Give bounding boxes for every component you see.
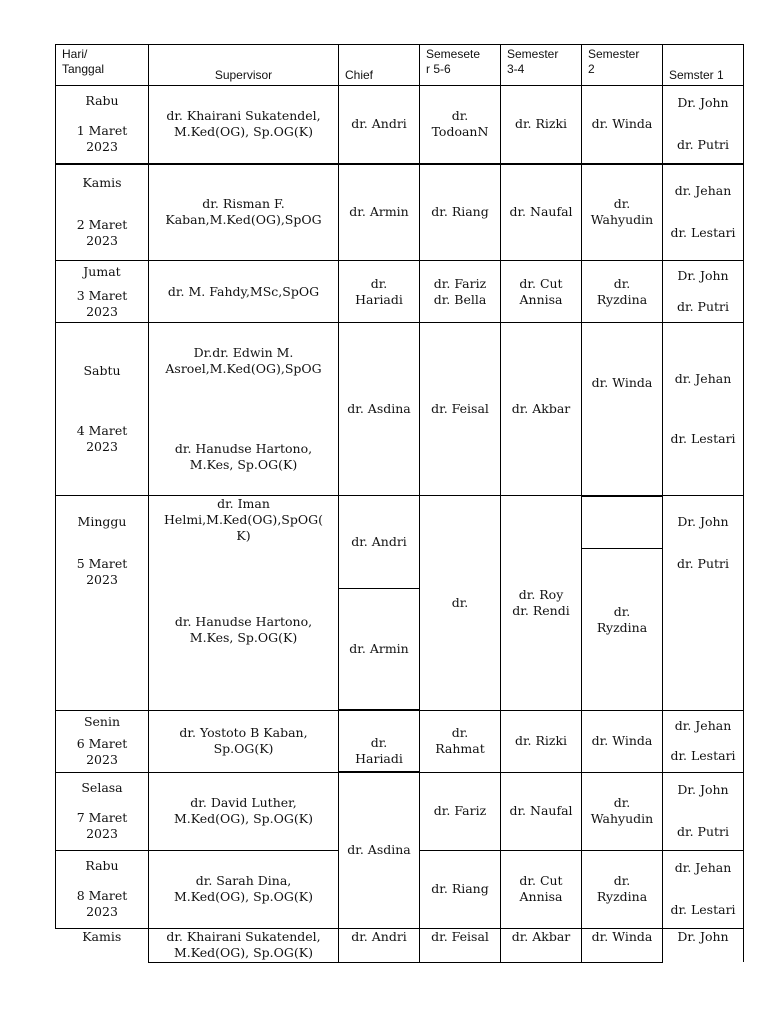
- semester-1-cell: Dr. John dr. Putri: [663, 261, 744, 323]
- chief-sub-cell: dr. Armin: [349, 641, 409, 656]
- chief-cell: dr. Andri: [339, 928, 420, 962]
- table-row: [56, 86, 744, 164]
- semester-5-6-cell: dr. Riang: [420, 164, 501, 261]
- semester-2-cell: dr. Winda: [582, 710, 663, 772]
- header-semester-3-4: Semester 3-4: [501, 45, 582, 86]
- supervisor-cell: dr. Risman F. Kaban,M.Ked(OG),SpOG: [149, 164, 339, 261]
- supervisor-cell: dr. Yostoto B Kaban, Sp.OG(K): [149, 710, 339, 772]
- semester-3-4-cell: dr. Naufal: [501, 164, 582, 261]
- semester-2-cell: dr. Wahyudin: [582, 772, 663, 850]
- supervisor-cell: dr. Sarah Dina, M.Ked(OG), Sp.OG(K): [149, 850, 339, 928]
- supervisor-cell: dr. Iman Helmi,M.Ked(OG),SpOG( K) dr. Hanudse Hartono, M.Kes, Sp.OG(K): [149, 496, 339, 711]
- semester-3-4-cell: dr. Roy dr. Rendi: [501, 496, 582, 711]
- semester-2-empty-sub-cell: [582, 497, 662, 549]
- table-row: [56, 164, 744, 261]
- chief-cell: dr. Armin: [339, 164, 420, 261]
- supervisor-cell: dr. M. Fahdy,MSc,SpOG: [149, 261, 339, 323]
- semester-5-6-cell: dr.: [420, 496, 501, 711]
- chief-cell: dr. Hariadi: [339, 710, 420, 772]
- header-chief: Chief: [339, 45, 420, 86]
- duty-schedule-table: [55, 44, 744, 963]
- semester-1-cell: Dr. John dr. Putri: [663, 496, 744, 711]
- table-row: [56, 772, 744, 850]
- semester-2-cell: [582, 496, 663, 711]
- header-semester-5-6: Semesete r 5-6: [420, 45, 501, 86]
- semester-3-4-cell: dr. Cut Annisa: [501, 850, 582, 928]
- table-row: [56, 323, 744, 496]
- chief-cell: dr. Asdina: [339, 323, 420, 496]
- day-date-cell: Minggu 5 Maret 2023: [56, 496, 149, 711]
- header-supervisor: Supervisor: [149, 45, 339, 86]
- semester-5-6-cell: dr. Riang: [420, 850, 501, 928]
- semester-5-6-cell: dr. Fariz dr. Bella: [420, 261, 501, 323]
- supervisor-cell: dr. Khairani Sukatendel, M.Ked(OG), Sp.OG(K): [149, 86, 339, 164]
- chief-cell: dr. Hariadi: [339, 261, 420, 323]
- semester-1-cell: dr. Jehan dr. Lestari: [663, 164, 744, 261]
- header-semester-2: Semester 2: [582, 45, 663, 86]
- chief-cell: [339, 496, 420, 711]
- semester-2-cell: dr. Wahyudin: [582, 164, 663, 261]
- semester-2-cell: dr. Winda: [582, 323, 663, 496]
- table-row: [56, 496, 744, 711]
- semester-5-6-cell: dr. Feisal: [420, 928, 501, 962]
- semester-5-6-cell: dr. Feisal: [420, 323, 501, 496]
- semester-3-4-cell: dr. Akbar: [501, 323, 582, 496]
- chief-cell: dr. Asdina: [339, 772, 420, 928]
- semester-2-cell: dr. Ryzdina: [582, 261, 663, 323]
- semester-3-4-cell: dr. Akbar: [501, 928, 582, 962]
- day-date-cell: Sabtu 4 Maret 2023: [56, 323, 149, 496]
- semester-2-cell: dr. Winda: [582, 928, 663, 962]
- chief-sub-cell: dr. Andri: [339, 496, 419, 589]
- day-date-cell: Jumat 3 Maret 2023: [56, 261, 149, 323]
- semester-1-cell: dr. Jehan dr. Lestari: [663, 323, 744, 496]
- day-date-cell: Senin 6 Maret 2023: [56, 710, 149, 772]
- semester-1-cell: Dr. John dr. Putri: [663, 86, 744, 164]
- day-date-cell: Kamis: [56, 928, 149, 962]
- day-date-cell: Selasa 7 Maret 2023: [56, 772, 149, 850]
- semester-1-cell: dr. Jehan dr. Lestari: [663, 850, 744, 928]
- semester-3-4-cell: dr. Cut Annisa: [501, 261, 582, 323]
- table-row: [56, 928, 744, 962]
- semester-5-6-cell: dr. Rahmat: [420, 710, 501, 772]
- supervisor-cell: dr. David Luther, M.Ked(OG), Sp.OG(K): [149, 772, 339, 850]
- table-row: [56, 710, 744, 772]
- semester-2-sub-cell: dr. Ryzdina: [596, 603, 648, 635]
- semester-1-cell: Dr. John dr. Putri: [663, 772, 744, 850]
- header-semester-1: Semster 1: [663, 45, 744, 86]
- chief-cell: dr. Andri: [339, 86, 420, 164]
- table-row: [56, 261, 744, 323]
- semester-3-4-cell: dr. Naufal: [501, 772, 582, 850]
- semester-1-cell: dr. Jehan dr. Lestari: [663, 710, 744, 772]
- day-date-cell: Rabu 1 Maret 2023: [56, 86, 149, 164]
- day-date-cell: Rabu 8 Maret 2023: [56, 850, 149, 928]
- semester-3-4-cell: dr. Rizki: [501, 710, 582, 772]
- day-date-cell: Kamis 2 Maret 2023: [56, 164, 149, 261]
- supervisor-cell: dr. Khairani Sukatendel, M.Ked(OG), Sp.OG(K): [149, 928, 339, 962]
- semester-2-cell: dr. Winda: [582, 86, 663, 164]
- semester-5-6-cell: dr. Fariz: [420, 772, 501, 850]
- semester-5-6-cell: dr. TodoanN: [420, 86, 501, 164]
- header-row: [56, 45, 744, 86]
- semester-3-4-cell: dr. Rizki: [501, 86, 582, 164]
- supervisor-cell: Dr.dr. Edwin M. Asroel,M.Ked(OG),SpOG dr. Hanudse Hartono, M.Kes, Sp.OG(K): [149, 323, 339, 496]
- semester-2-cell: dr. Ryzdina: [582, 850, 663, 928]
- semester-1-cell: Dr. John: [663, 928, 744, 962]
- header-day-date: Hari/ Tanggal: [56, 45, 149, 86]
